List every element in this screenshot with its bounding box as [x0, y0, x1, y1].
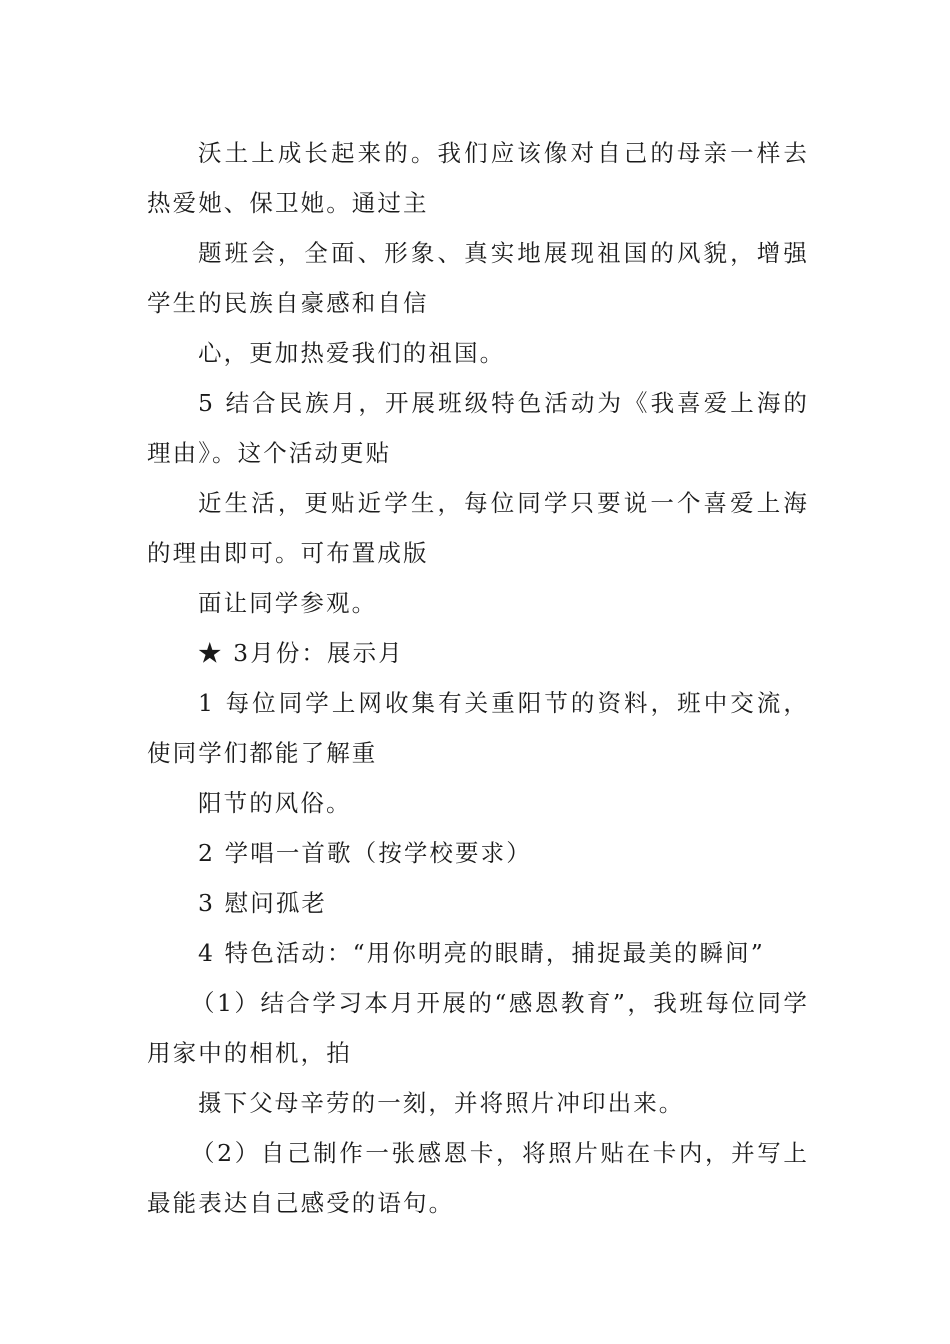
paragraph-5: 近生活，更贴近学生，每位同学只要说一个喜爱上海的理由即可。可布置成版: [147, 489, 809, 567]
paragraph-14: 摄下父母辛劳的一刻，并将照片冲印出来。: [198, 1089, 685, 1117]
paragraph-13: （1）结合学习本月开展的“感恩教育”，我班每位同学用家中的相机，拍: [147, 989, 809, 1067]
paragraph-3: 心，更加热爱我们的祖国。: [198, 339, 506, 367]
paragraph-1: 沃土上成长起来的。我们应该像对自己的母亲一样去热爱她、保卫她。通过主: [147, 139, 809, 217]
paragraph-9: 阳节的风俗。: [198, 789, 352, 817]
paragraph-2: 题班会，全面、形象、真实地展现祖国的风貌，增强学生的民族自豪感和自信: [147, 239, 809, 317]
document-body: [147, 128, 809, 1228]
paragraph-11: 3 慰问孤老: [198, 889, 328, 917]
paragraph-6: 面让同学参观。: [198, 589, 378, 617]
paragraph-4: 5 结合民族月，开展班级特色活动为《我喜爱上海的理由》。这个活动更贴: [147, 389, 809, 467]
paragraph-10: 2 学唱一首歌（按学校要求）: [198, 839, 532, 867]
paragraph-15: （2）自己制作一张感恩卡，将照片贴在卡内，并写上最能表达自己感受的语句。: [147, 1139, 809, 1217]
section-heading-march: ★ 3月份：展示月: [198, 639, 404, 667]
paragraph-12: 4 特色活动：“用你明亮的眼睛，捕捉最美的瞬间”: [198, 939, 765, 967]
paragraph-8: 1 每位同学上网收集有关重阳节的资料，班中交流，使同学们都能了解重: [147, 689, 809, 767]
